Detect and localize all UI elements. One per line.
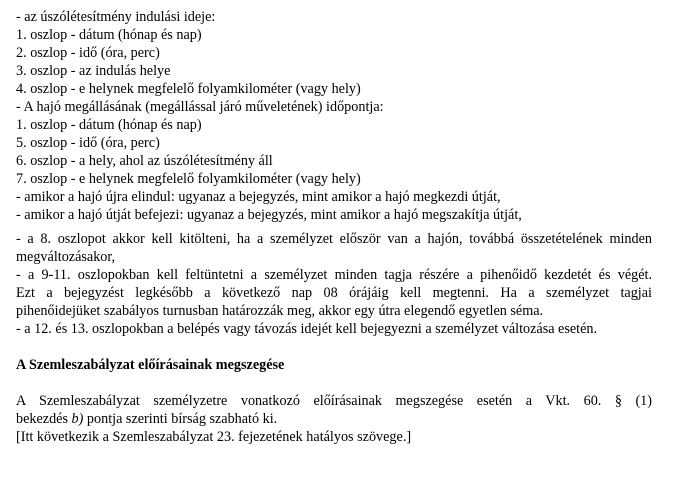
list-item: 2. oszlop - idő (óra, perc) xyxy=(16,45,160,61)
paragraph-columns-9-11-line-2: Ezt a bejegyzést legkésőbb a következő nap 08 órájáig kell megtenni. Ha a személyzet tagjai xyxy=(16,285,652,301)
list-item: 5. oszlop - idő (óra, perc) xyxy=(16,135,160,151)
list-item: 1. oszlop - dátum (hónap és nap) xyxy=(16,117,202,133)
editorial-note: [Itt következik a Szemleszabályzat 23. fejezetének hatályos szövege.] xyxy=(16,429,412,445)
paragraph-column-8-line-2: megváltozásakor, xyxy=(16,249,116,265)
list-item: - amikor a hajó újra elindul: ugyanaz a bejegyzés, mint amikor a hajó megkezdi útját, xyxy=(16,189,501,205)
list-item: - az úszólétesítmény indulási ideje: xyxy=(16,9,216,25)
violation-paragraph-line-2 xyxy=(16,410,652,428)
list-item: - A hajó megállásának (megállással járó műveletének) időpontja: xyxy=(16,99,384,115)
paragraph-columns-9-11-line-3: pihenőidejüket szabályos turnusban határozzák meg, akkor egy útra elegendő egyetlen séma. xyxy=(16,303,544,319)
list-item: - amikor a hajó útját befejezi: ugyanaz a bejegyzés, mint amikor a hajó megszakítja útját, xyxy=(16,207,522,223)
point-reference: b) xyxy=(71,411,84,427)
list-item: 3. oszlop - az indulás helye xyxy=(16,63,171,79)
paragraph-column-8-line-1: - a 8. oszlopot akkor kell kitölteni, ha a személyzet először van a hajón, továbbá összetételének minden xyxy=(16,231,652,247)
list-item: 1. oszlop - dátum (hónap és nap) xyxy=(16,27,202,43)
violation-line-2-start: bekezdés xyxy=(16,411,72,427)
violation-line-2-end: pontja szerinti bírság szabható ki. xyxy=(83,411,278,427)
list-item: 6. oszlop - a hely, ahol az úszólétesítmény áll xyxy=(16,153,273,169)
paragraph-columns-12-13: - a 12. és 13. oszlopokban a belépés vagy távozás idejét kell bejegyezni a személyzet változása esetén. xyxy=(16,321,598,337)
violation-paragraph-line-1: A Szemleszabályzat személyzetre vonatkozó előírásainak megszegése esetén a Vkt. 60. § (1) xyxy=(16,393,652,409)
section-heading: A Szemleszabályzat előírásainak megszegése xyxy=(16,357,285,373)
list-item: 7. oszlop - e helynek megfelelő folyamkilométer (vagy hely) xyxy=(16,171,361,187)
list-item: 4. oszlop - e helynek megfelelő folyamkilométer (vagy hely) xyxy=(16,81,361,97)
paragraph-columns-9-11-line-1: - a 9-11. oszlopokban kell feltüntetni a személyzet minden tagja részére a pihenőidő kezdetét és végét. xyxy=(16,267,652,283)
